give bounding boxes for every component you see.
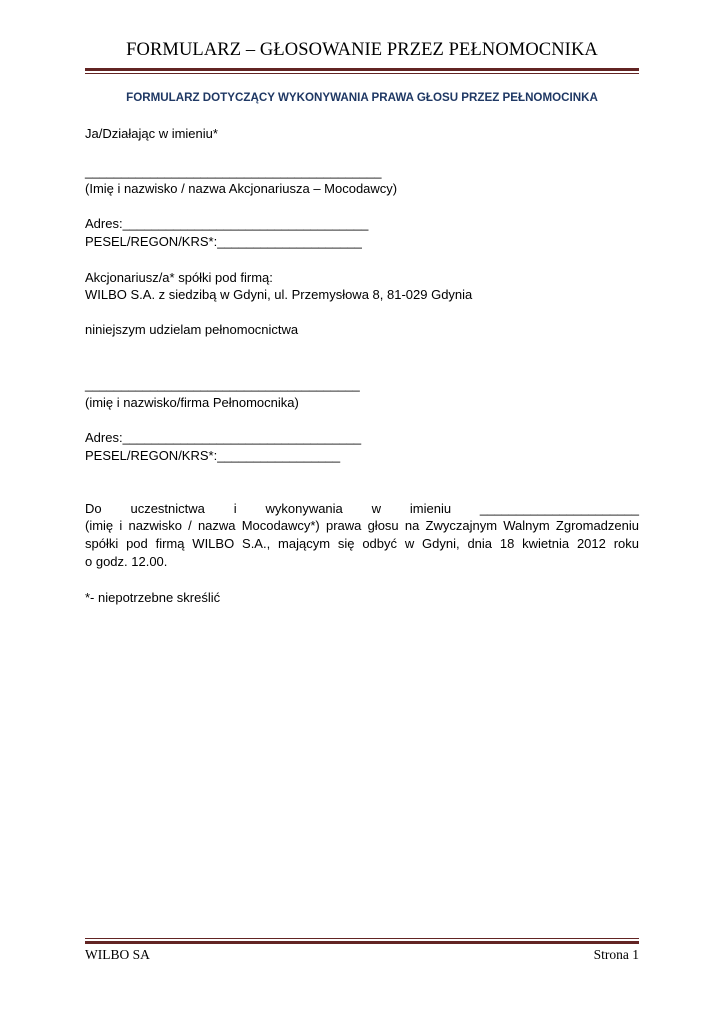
footer-rule-thin <box>85 938 639 939</box>
purpose-word: Do <box>85 501 102 516</box>
proxy-name-field: ______________________________________ <box>85 377 360 392</box>
purpose-line-2: (imię i nazwisko / nazwa Mocodawcy*) prawa głosu na Zwyczajnym Walnym Zgromadzeniu <box>85 518 639 533</box>
purpose-word: uczestnictwa <box>130 501 205 516</box>
proxy-address-field: Adres:_________________________________ <box>85 430 362 445</box>
purpose-word: w <box>371 501 382 516</box>
header-title: FORMULARZ – GŁOSOWANIE PRZEZ PEŁNOMOCNIKA <box>126 40 598 60</box>
proxy-pesel-field: PESEL/REGON/KRS*:_________________ <box>85 448 341 463</box>
footnote-text: *- niepotrzebne skreślić <box>85 590 221 605</box>
purpose-word: imieniu <box>409 501 452 516</box>
shareholder-name-field: _________________________________________ <box>85 164 382 179</box>
form-heading: FORMULARZ DOTYCZĄCY WYKONYWANIA PRAWA GŁOSU PRZEZ PEŁNOMOCINKA <box>126 91 598 104</box>
grant-statement-text: niniejszym udzielam pełnomocnictwa <box>85 322 299 337</box>
footer-company: WILBO SA <box>85 947 150 962</box>
purpose-line-1 <box>85 501 639 517</box>
shareholder-name-caption: (Imię i nazwisko / nazwa Akcjonariusza – Mocodawcy) <box>85 181 398 196</box>
purpose-line-3: spółki pod firmą WILBO S.A., mającym się odbyć w Gdyni, dnia 18 kwietnia 2012 roku <box>85 536 639 551</box>
purpose-line-4: o godz. 12.00. <box>85 554 168 569</box>
footer-rule-thick <box>85 941 639 944</box>
purpose-word: wykonywania <box>265 501 343 516</box>
header-rule-thin <box>85 73 639 74</box>
shareholder-address-field: Adres:__________________________________ <box>85 216 369 231</box>
company-details-text: WILBO S.A. z siedzibą w Gdyni, ul. Przemysłowa 8, 81-029 Gdynia <box>85 287 473 302</box>
purpose-word: i <box>233 501 237 516</box>
footer-page-number: Strona 1 <box>593 947 639 962</box>
proxy-name-caption: (imię i nazwisko/firma Pełnomocnika) <box>85 395 299 410</box>
shareholder-pesel-field: PESEL/REGON/KRS*:____________________ <box>85 234 362 249</box>
header-rule-thick <box>85 68 639 71</box>
company-intro-text: Akcjonariusz/a* spółki pod firmą: <box>85 270 273 285</box>
principal-name-field: ______________________ <box>479 501 639 516</box>
acting-on-behalf-text: Ja/Działając w imieniu* <box>85 126 218 141</box>
